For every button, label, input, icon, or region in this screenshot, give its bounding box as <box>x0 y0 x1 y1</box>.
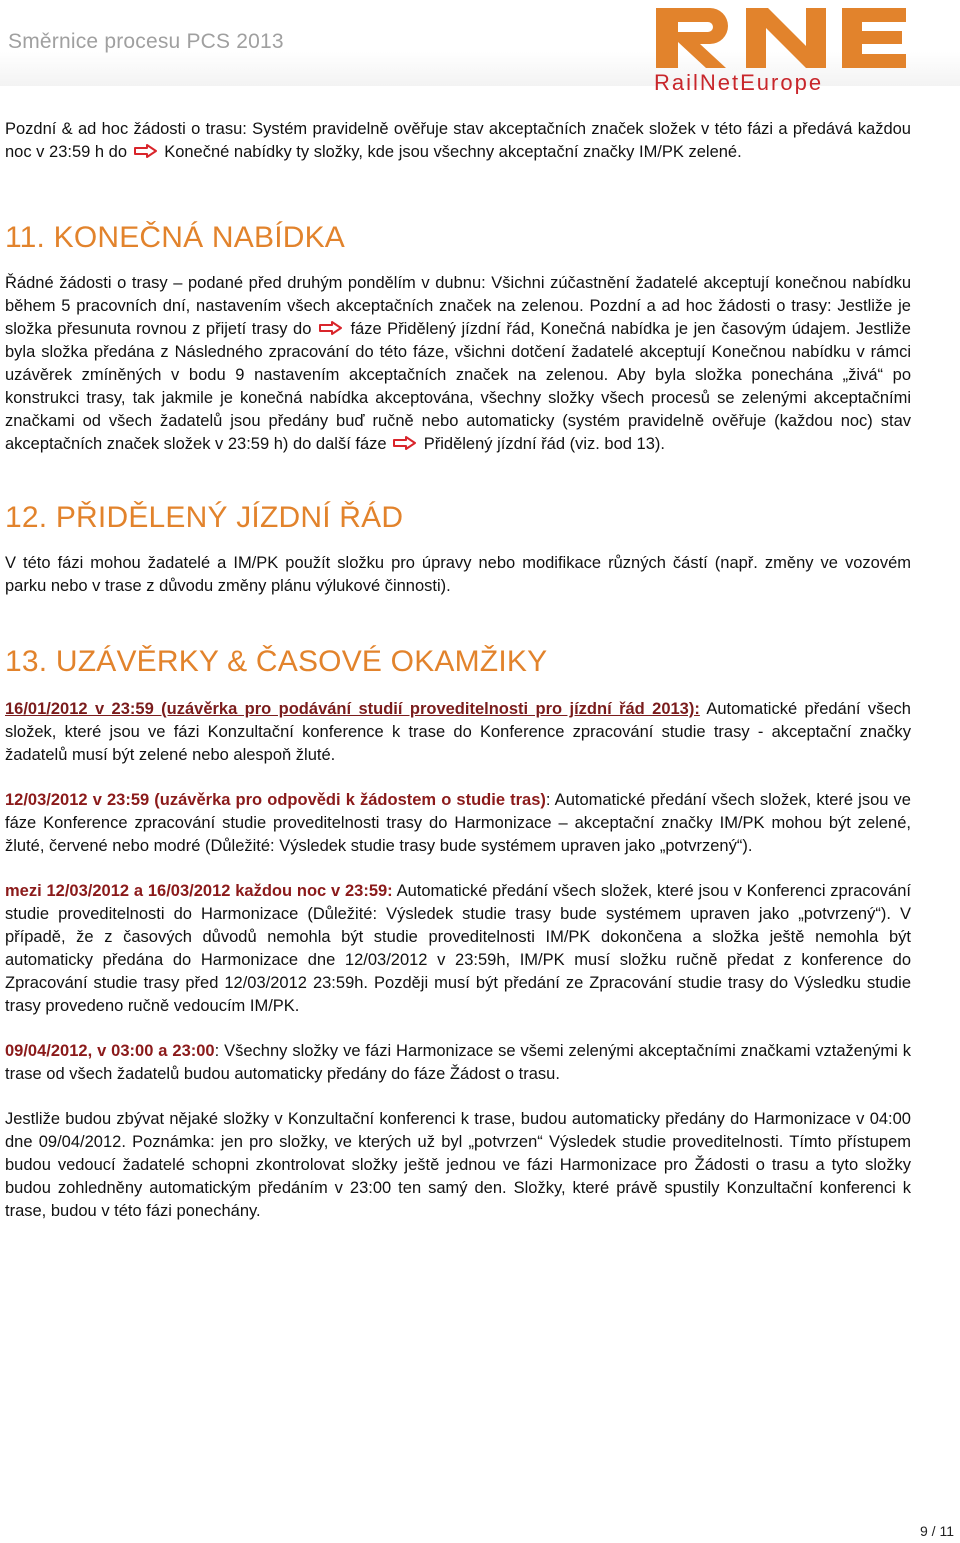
page-header <box>0 0 960 100</box>
deadline-1-label: 16/01/2012 v 23:59 (uzávěrka pro podávání studií proveditelnosti pro jízdní řád 2013): <box>5 700 700 718</box>
arrow-icon <box>319 321 343 335</box>
section-11-text-b: fáze Přidělený jízdní řád, Konečná nabídka je jen časovým údajem. Jestliže byla složka předána z Následného zpracování do této fáze, všichni dotčení žadatelé akceptují Konečnou nabídku v rámci uzávěrek zmíněných v bodu 9 nastavením akceptačních značek na zelenou. Aby byla složka ponechána „živá“ po konstrukci trasy, tak jakmile je konečná nabídka akceptována, všechny složky všech procesů se zelenými akceptačními značkami od všech žadatelů jsou předány buď ručně nebo automaticky (systém pravidelně ověřuje (každou noc) stav akceptačních značek složek v 23:59 h) do další fáze <box>5 320 911 453</box>
page-number: 9 / 11 <box>920 1523 954 1539</box>
section-12-paragraph: V této fázi mohou žadatelé a IM/PK použít složku pro úpravy nebo modifikace různých částí (např. změny ve vozovém parku nebo v trase z důvodu změny plánu výlukové činnosti). <box>5 554 911 595</box>
section-11-heading: 11. KONEČNÁ NABÍDKA <box>5 221 346 254</box>
intro-text-a: Pozdní & ad hoc žádosti o trasu: Systém pravidelně ověřuje stav akceptačních značek složek v této fázi a předává každou noc v 23:59 h do <box>5 120 911 161</box>
deadline-1-text: Automatické předání všech složek, které jsou ve fázi Konzultační konference k trase do Konference zpracování studie trasy - akceptační značky žadatelů musí být zelené nebo alespoň žluté. <box>5 700 911 764</box>
deadline-4-text: : Všechny složky ve fázi Harmonizace se všemi zelenými akceptačními značkami vztaženými k trase od všech žadatelů budou automaticky předány do fáze Žádost o trasu. <box>5 1042 911 1083</box>
logo-text: RailNetEurope <box>654 70 824 94</box>
section-13-heading: 13. UZÁVĚRKY & ČASOVÉ OKAMŽIKY <box>5 645 548 678</box>
deadline-paragraph-4 <box>5 1040 911 1086</box>
arrow-icon <box>134 144 158 158</box>
deadline-paragraph-5: Jestliže budou zbývat nějaké složky v Konzultační konferenci k trase, budou automaticky předány do Harmonizace v 04:00 dne 09/04/2012. Poznámka: jen pro složky, ve kterých už byl „potvrzen“ Výsledek studie proveditelnosti. Tímto přístupem budou vedoucí žadatelé schopni zkontrolovat složky ještě jednou ve fázi Harmonizace pro Žádosti o trasu a tyto složky budou zohledněny automatickým předáním v 23:00 ten samý den. Složky, které právě spustily Konzultační konferenci k trase, budou v této fázi ponechány. <box>5 1110 911 1220</box>
intro-text-b: Konečné nabídky ty složky, kde jsou všechny akceptační značky IM/PK zelené. <box>164 143 742 161</box>
deadline-paragraph-3 <box>5 880 911 1018</box>
rne-logo <box>650 2 912 94</box>
deadline-paragraph-1 <box>5 698 911 767</box>
intro-paragraph <box>5 118 911 164</box>
section-12-heading: 12. PŘIDĚLENÝ JÍZDNÍ ŘÁD <box>5 501 404 534</box>
deadline-2-text: : Automatické předání všech složek, které jsou ve fáze Konference zpracování studie proveditelnosti trasy do Harmonizace – akceptační značky IM/PK mohou být zelené, žluté, červené nebo modré (Důležité: Výsledek studie trasy bude systémem upraven jako „potvrzený“). <box>5 791 911 855</box>
deadline-paragraph-2 <box>5 789 911 858</box>
deadline-2-label: 12/03/2012 v 23:59 (uzávěrka pro odpovědi k žádostem o studie tras) <box>5 791 546 809</box>
deadline-4-label: 09/04/2012, v 03:00 a 23:00 <box>5 1042 215 1060</box>
section-11-text-c: Přidělený jízdní řád (viz. bod 13). <box>423 435 665 453</box>
section-11-paragraph <box>5 272 911 456</box>
section-11-text-a: Řádné žádosti o trasy – podané před druhým pondělím v dubnu: Všichni zúčastnění žadatelé akceptují konečnou nabídku během 5 pracovních dní, nastavením všech akceptačních značek na zelenou. Pozdní a ad hoc žádosti o trasy: Jestliže je složka přesunuta rovnou z přijetí trasy do <box>5 274 911 338</box>
document-title: Směrnice procesu PCS 2013 <box>8 30 284 53</box>
document-body <box>5 118 911 1223</box>
deadline-3-text: Automatické předání všech složek, které jsou v Konferenci zpracování studie proveditelnosti do Harmonizace (Důležité: Výsledek studie trasy bude systémem upraven jako „potvrzený“). V případě, že z časových důvodů nemohla být studie proveditelnosti IM/PK dokončena a složka ještě nemohla být automaticky předána do Harmonizace dne 12/03/2012 v 23:59h, IM/PK musí složku ručně předat z konference do Zpracování studie trasy před 12/03/2012 23:59h. Později musí být předání ze Zpracování studie trasy do Výsledku studie trasy provedeno ručně vedoucím IM/PK. <box>5 882 911 1015</box>
deadline-3-label: mezi 12/03/2012 a 16/03/2012 každou noc v 23:59: <box>5 882 393 900</box>
arrow-icon <box>393 436 417 450</box>
